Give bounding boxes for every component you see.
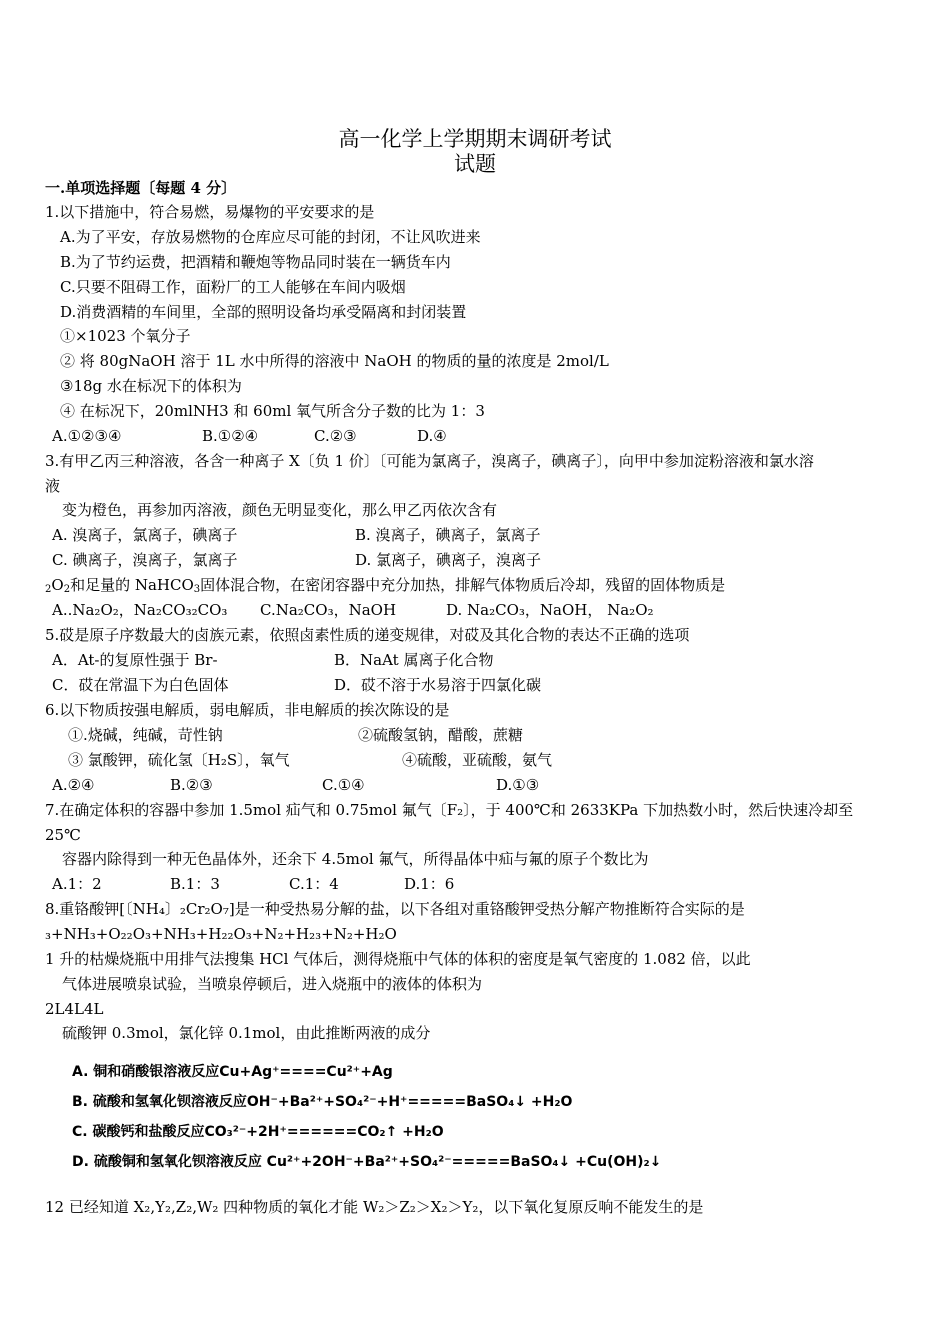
figure-option-a: A. 铜和硝酸银溶液反应Cu+Ag⁺====Cu²⁺+Ag [72,1064,393,1080]
q8-stem: 8.重铬酸钾[〔NH₄〕₂Cr₂O₇]是一种受热易分解的盐，以下各组对重铬酸钾受热分解产物推断符合实际的是 [45,900,745,918]
q6-option-d: D.①③ [496,776,540,794]
q6-statement-1: ①.烧碱，纯碱，苛性钠 [68,726,223,744]
q2-statement-1: ①×1023 个氧分子 [60,327,191,345]
q1-option-a: A.为了平安，存放易燃物的仓库应尽可能的封闭，不让风吹进来 [60,228,481,246]
q5-option-c: C．砹在常温下为白色固体 [52,676,229,694]
q5-option-a: A．At-的复原性强于 Br- [52,651,218,669]
q3-stem-continued: 变为橙色，再参加丙溶液，颜色无明显变化，那么甲乙丙依次含有 [62,501,498,519]
q5-stem: 5.砹是原子序数最大的卤族元素，依照卤素性质的递变规律，对砹及其化合物的表达不正确的选项 [45,626,690,644]
q9-options: 2L4L4L [45,1000,104,1018]
doc-title: 高一化学上学期期末调研考试 [338,127,612,151]
q4-option-d: D. Na₂CO₃，NaOH， Na₂O₂ [446,601,654,619]
q1-option-c: C.只要不阻碍工作，面粉厂的工人能够在车间内吸烟 [60,278,406,296]
q7-option-c: C.1：4 [289,875,339,893]
q9-stem-continued: 气体进展喷泉试验，当喷泉停顿后，进入烧瓶中的液体的体积为 [62,975,483,993]
q2-statement-4: ④ 在标况下，20mlNH3 和 60ml 氧气所含分子数的比为 1：3 [60,402,485,420]
q4-stem: $_2O_2$和足量的 NaHCO$_3$固体混合物，在密闭容器中充分加热，排解气体物质后冷却，残留的固体物质是 [45,576,726,595]
q3-option-d: D. 氯离子，碘离子，溴离子 [355,551,542,569]
doc-subtitle: 试题 [454,152,496,176]
q1-stem: 1.以下措施中，符合易燃，易爆物的平安要求的是 [45,203,375,221]
q7-option-b: B.1：3 [170,875,220,893]
q1-option-d: D.消费酒精的车间里，全部的照明设备均承受隔离和封闭装置 [60,303,467,321]
q5-option-d: D．砹不溶于水易溶于四氯化碳 [334,676,542,694]
section-heading: 一.单项选择题〔每题 4 分〕 [45,179,237,197]
q4-option-a: A..Na₂O₂，Na₂CO₃₂CO₃ [52,601,228,619]
q2-option-b: B.①②④ [202,427,259,445]
q6-option-b: B.②③ [170,776,213,794]
q10-stem: 硫酸钾 0.3mol，氯化锌 0.1mol，由此推断两液的成分 [62,1024,431,1042]
figure-option-d: D. 硫酸铜和氢氧化钡溶液反应 Cu²⁺+2OH⁻+Ba²⁺+SO₄²⁻=====BaSO₄↓ +Cu(OH)₂↓ [72,1154,662,1170]
q3-stem: 3.有甲乙丙三种溶液，各含一种离子 X〔负 1 价〕〔可能为氯离子，溴离子，碘离子〕，向甲中参加淀粉溶液和氯水溶 [45,452,814,470]
q1-option-b: B.为了节约运费，把酒精和鞭炮等物品同时装在一辆货车内 [60,253,451,271]
q6-statement-4: ④硫酸，亚硫酸，氨气 [402,751,553,769]
q9-stem: 1 升的枯燥烧瓶中用排气法搜集 HCl 气体后，测得烧瓶中气体的体积的密度是氧气密度的 1.082 倍，以此 [45,950,751,968]
figure-option-c: C. 碳酸钙和盐酸反应CO₃²⁻+2H⁺======CO₂↑ +H₂O [72,1124,444,1140]
q7-stem: 7.在确定体积的容器中参加 1.5mol 疝气和 0.75mol 氟气〔F₂〕，于 400℃和 2633KPa 下加热数小时，然后快速冷却至 [45,801,854,819]
q5-option-b: B．NaAt 属离子化合物 [334,651,494,669]
q6-stem: 6.以下物质按强电解质，弱电解质，非电解质的挨次陈设的是 [45,701,450,719]
q6-statement-2: ②硫酸氢钠，醋酸，蔗糖 [358,726,524,744]
q7-stem-continued: 容器内除得到一种无色晶体外，还余下 4.5mol 氟气，所得晶体中疝与氟的原子个数比为 [62,850,649,868]
q2-statement-2: ② 将 80gNaOH 溶于 1L 水中所得的溶液中 NaOH 的物质的量的浓度是 2mol/L [60,352,609,370]
q2-statement-3: ③18g 水在标况下的体积为 [60,377,242,395]
q6-option-a: A.②④ [52,776,95,794]
q8-options: ₃+NH₃+O₂₂O₃+NH₃+H₂₂O₃+N₂+H₂₃+N₂+H₂O [45,925,397,943]
q2-option-c: C.②③ [314,427,357,445]
q3-stem-wrap: 液 [45,477,61,495]
figure-option-b: B. 硫酸和氢氧化钡溶液反应OH⁻+Ba²⁺+SO₄²⁻+H⁺=====BaSO₄↓ +H₂O [72,1094,573,1110]
q6-option-c: C.①④ [322,776,365,794]
q2-option-a: A.①②③④ [52,427,122,445]
q6-statement-3: ③ 氯酸钾，硫化氢〔H₂S〕，氧气 [68,751,290,769]
q3-option-a: A. 溴离子，氯离子，碘离子 [52,526,238,544]
q7-option-d: D.1：6 [404,875,455,893]
q4-option-c: C.Na₂CO₃，NaOH [260,601,397,619]
q3-option-c: C. 碘离子，溴离子，氯离子 [52,551,238,569]
q7-stem-wrap: 25℃ [45,826,81,844]
equations-figure [72,1056,692,1176]
q2-option-d: D.④ [417,427,447,445]
q7-option-a: A.1：2 [52,875,102,893]
q12-stem: 12 已经知道 X₂,Y₂,Z₂,W₂ 四种物质的氧化才能 W₂＞Z₂＞X₂＞Y₂，以下氧化复原反响不能发生的是 [45,1198,704,1216]
q3-option-b: B. 溴离子，碘离子，氯离子 [355,526,541,544]
